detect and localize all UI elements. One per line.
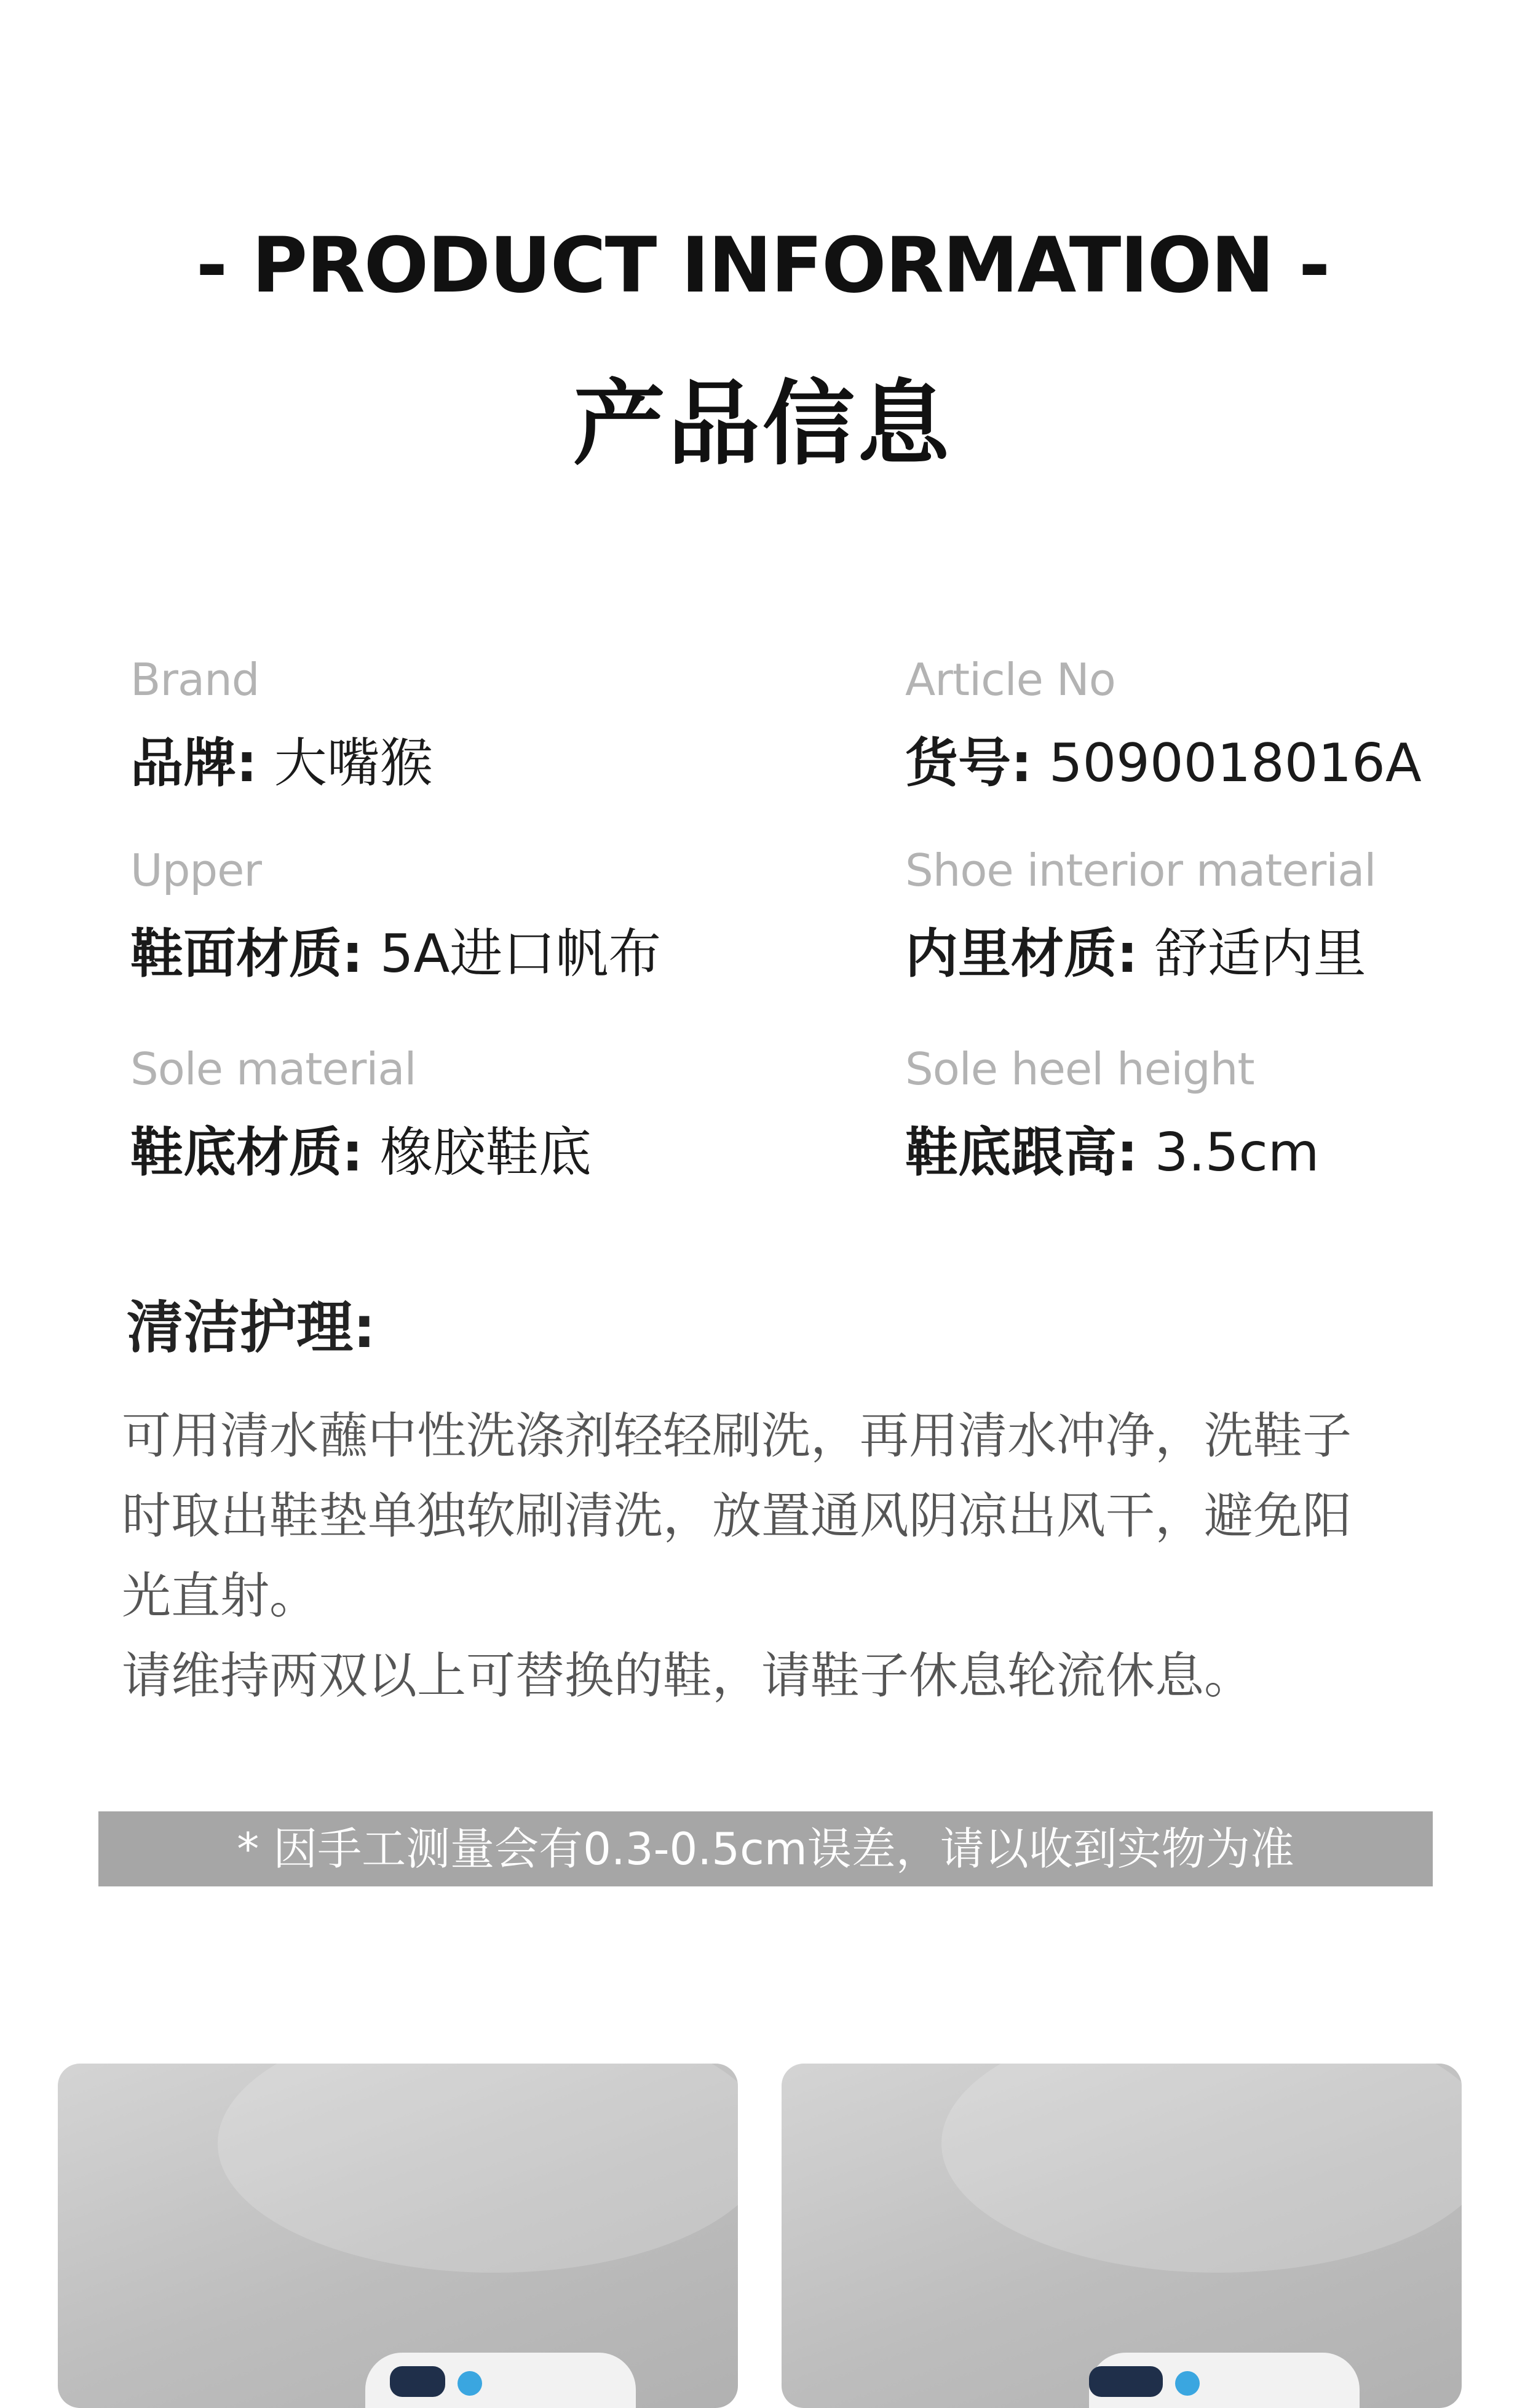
care-title: 清洁护理: xyxy=(127,1295,376,1361)
shoe-image xyxy=(1089,2353,1360,2408)
spec-label-cn: 品牌: xyxy=(130,733,258,794)
photo-shade xyxy=(218,2064,738,2273)
spec-value xyxy=(905,1119,1525,1186)
spec-label-cn: 鞋面材质: xyxy=(130,923,363,985)
page-title-cn: 产品信息 xyxy=(572,371,952,478)
spec-text: 舒适内里 xyxy=(1138,923,1366,985)
spec-article-no xyxy=(905,652,1525,797)
product-photo-left xyxy=(58,2064,738,2408)
spec-sole xyxy=(130,1041,807,1186)
spec-label-en: Brand xyxy=(130,654,259,705)
shoe-detail xyxy=(390,2366,445,2397)
spec-label-en: Upper xyxy=(130,844,262,896)
spec-upper xyxy=(130,843,807,988)
spec-text: 3.5cm xyxy=(1138,1122,1320,1183)
care-line: 请维持两双以上可替换的鞋，请鞋子休息轮流休息。 xyxy=(122,1647,1253,1704)
spec-value xyxy=(905,920,1525,988)
spec-text: 大嘴猴 xyxy=(257,733,433,794)
spec-label-cn: 鞋底材质: xyxy=(130,1122,363,1183)
care-line: 可用清水蘸中性洗涤剂轻轻刷洗，再用清水冲净，洗鞋子 xyxy=(122,1407,1352,1464)
shoe-image xyxy=(365,2353,636,2408)
care-line: 时取出鞋垫单独软刷清洗，放置通风阴凉出风干，避免阳 xyxy=(122,1487,1352,1544)
spec-text: 5A进口帆布 xyxy=(363,923,662,985)
spec-text: 橡胶鞋底 xyxy=(363,1122,592,1183)
page-title-en: - PRODUCT INFORMATION - xyxy=(196,221,1329,310)
spec-value xyxy=(905,729,1525,797)
spec-text: 5090018016A xyxy=(1032,733,1422,794)
product-photo-right xyxy=(782,2064,1462,2408)
shoe-detail xyxy=(457,2371,482,2396)
spec-value xyxy=(130,920,807,988)
spec-label-en: Shoe interior material xyxy=(905,844,1376,896)
shoe-detail xyxy=(1175,2371,1200,2396)
photo-shade xyxy=(941,2064,1462,2273)
care-line: 光直射。 xyxy=(122,1567,319,1624)
spec-label-en: Sole material xyxy=(130,1043,416,1095)
care-instructions xyxy=(122,1396,1432,1716)
spec-label-en: Article No xyxy=(905,654,1115,705)
spec-label-cn: 货号: xyxy=(905,733,1032,794)
spec-value xyxy=(130,1119,807,1186)
shoe-detail xyxy=(1089,2366,1163,2397)
spec-value xyxy=(130,729,807,797)
spec-label-cn: 鞋底跟高: xyxy=(905,1122,1138,1183)
spec-label-cn: 内里材质: xyxy=(905,923,1138,985)
spec-brand xyxy=(130,652,807,797)
spec-heel-height xyxy=(905,1041,1525,1186)
spec-interior xyxy=(905,843,1525,988)
measurement-note: * 因手工测量会有0.3-0.5cm误差，请以收到实物为准 xyxy=(98,1811,1433,1886)
spec-label-en: Sole heel height xyxy=(905,1043,1254,1095)
